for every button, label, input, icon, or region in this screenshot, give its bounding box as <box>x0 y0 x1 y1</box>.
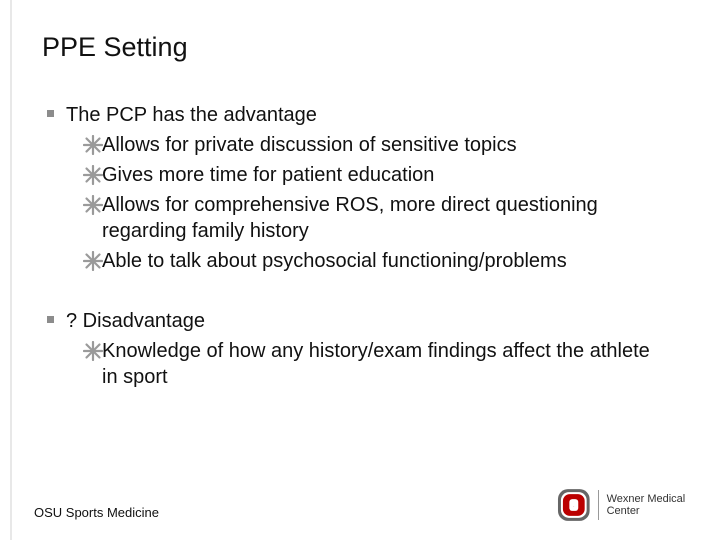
footer-center-name: Wexner Medical Center <box>606 493 686 517</box>
star-bullet-icon <box>83 341 103 361</box>
slide-content <box>47 102 707 390</box>
level2-bullet-text: Gives more time for patient education <box>102 164 435 186</box>
square-bullet-icon <box>47 110 54 117</box>
level2-bullet <box>47 162 707 188</box>
level1-bullet <box>47 102 707 128</box>
slide-title: PPE Setting <box>42 32 188 62</box>
level1-bullet-text: The PCP has the advantage <box>66 104 317 126</box>
logo-letter: O <box>573 506 575 508</box>
level1-bullet <box>47 308 707 334</box>
star-bullet-icon <box>83 251 103 271</box>
bullet-section-advantage <box>47 102 707 274</box>
footer-logo <box>556 487 720 523</box>
star-bullet-icon <box>83 165 103 185</box>
logo-divider <box>598 490 599 520</box>
level2-bullet-text: Allows for comprehensive ROS, more direct questioning regarding family history <box>102 194 598 242</box>
level2-bullet <box>47 132 707 158</box>
level2-bullet <box>47 248 707 274</box>
level2-bullet-text: Able to talk about psychosocial functioning/problems <box>102 250 567 272</box>
bullet-section-disadvantage <box>47 308 707 390</box>
level1-bullet-text: ? Disadvantage <box>66 310 205 332</box>
square-bullet-icon <box>47 316 54 323</box>
star-bullet-icon <box>83 135 103 155</box>
ohio-state-block-o-logo <box>556 487 592 523</box>
level2-bullet-text: Allows for private discussion of sensitive topics <box>102 134 517 156</box>
star-bullet-icon <box>83 195 103 215</box>
footer-department: OSU Sports Medicine <box>34 505 159 520</box>
level2-bullet <box>47 338 662 390</box>
slide-left-rule <box>10 0 12 540</box>
level2-bullet-text: Knowledge of how any history/exam findings affect the athlete in sport <box>102 340 650 388</box>
level2-bullet <box>47 192 622 244</box>
